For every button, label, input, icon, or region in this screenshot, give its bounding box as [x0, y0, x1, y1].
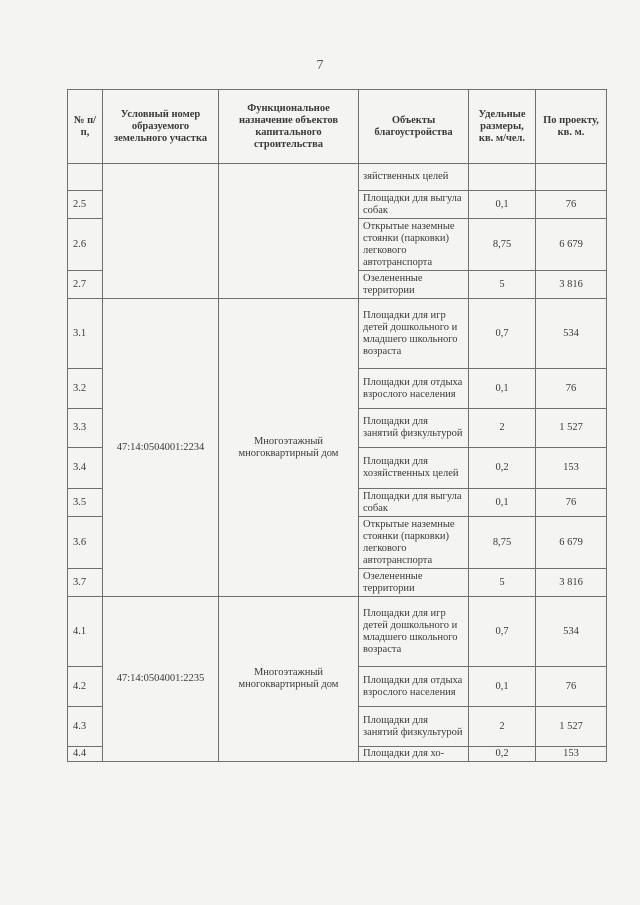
row-project: 1 527 — [536, 707, 607, 747]
row-project: 1 527 — [536, 409, 607, 448]
row-num: 3.6 — [68, 517, 103, 569]
row-specific: 2 — [469, 409, 536, 448]
row-num: 3.1 — [68, 299, 103, 369]
row-project: 76 — [536, 489, 607, 517]
row-specific: 0,2 — [469, 448, 536, 489]
row-num — [68, 164, 103, 191]
row-project: 3 816 — [536, 569, 607, 597]
group3-parcel-number: 47:14:0504001:2234 — [103, 299, 219, 597]
row-num: 4.1 — [68, 597, 103, 667]
row-num: 4.3 — [68, 707, 103, 747]
header-num: № п/п, — [68, 90, 103, 164]
row-num: 4.4 — [68, 747, 103, 762]
group4-purpose: Многоэтажный многоквартирный дом — [219, 597, 359, 762]
row-specific: 0,1 — [469, 489, 536, 517]
header-parcel: Условный номер образуемого земельного участка — [103, 90, 219, 164]
row-specific: 0,1 — [469, 667, 536, 707]
table-header-row — [68, 90, 607, 164]
row-project: 534 — [536, 597, 607, 667]
row-specific: 0,1 — [469, 369, 536, 409]
page-number: 7 — [316, 58, 324, 73]
header-project: По проекту, кв. м. — [536, 90, 607, 164]
group3-purpose: Многоэтажный многоквартирный дом — [219, 299, 359, 597]
improvement-objects-table — [67, 89, 607, 762]
row-num: 2.6 — [68, 219, 103, 271]
row-specific: 2 — [469, 707, 536, 747]
row-object: Площадки для хозяйственных целей — [359, 448, 469, 489]
row-specific: 8,75 — [469, 219, 536, 271]
row-object: Площадки для выгула собак — [359, 191, 469, 219]
row-object: Площадки для выгула собак — [359, 489, 469, 517]
header-purpose: Функциональное назначение объектов капитального строительства — [219, 90, 359, 164]
row-project: 6 679 — [536, 219, 607, 271]
row-project: 534 — [536, 299, 607, 369]
row-project: 6 679 — [536, 517, 607, 569]
row-object: Площадки для отдыха взрослого населения — [359, 667, 469, 707]
row-object: Площадки для игр детей дошкольного и младшего школьного возраста — [359, 597, 469, 667]
group2-purpose-cell — [219, 164, 359, 299]
row-project: 153 — [536, 747, 607, 762]
header-specific: Удельные размеры, кв. м/чел. — [469, 90, 536, 164]
row-object: Площадки для хо- — [359, 747, 469, 762]
row-project: 76 — [536, 667, 607, 707]
row-num: 3.2 — [68, 369, 103, 409]
row-object: Озелененные территории — [359, 271, 469, 299]
row-project: 3 816 — [536, 271, 607, 299]
row-num: 3.3 — [68, 409, 103, 448]
row-specific: 0,7 — [469, 597, 536, 667]
row-specific: 5 — [469, 271, 536, 299]
row-project: 153 — [536, 448, 607, 489]
row-project: 76 — [536, 191, 607, 219]
row-object: Площадки для занятий физкультурой — [359, 409, 469, 448]
group2-parcel-cell — [103, 164, 219, 299]
row-specific — [469, 164, 536, 191]
row-object: Площадки для занятий физкультурой — [359, 707, 469, 747]
row-specific: 8,75 — [469, 517, 536, 569]
row-specific: 0,1 — [469, 191, 536, 219]
table-row — [68, 299, 607, 369]
row-num: 3.4 — [68, 448, 103, 489]
row-object: Озелененные территории — [359, 569, 469, 597]
row-object: Площадки для отдыха взрослого населения — [359, 369, 469, 409]
row-object: Открытые наземные стоянки (парковки) легкового автотранспорта — [359, 517, 469, 569]
header-objects: Объекты благоустройства — [359, 90, 469, 164]
group4-parcel-number: 47:14:0504001:2235 — [103, 597, 219, 762]
row-num: 2.7 — [68, 271, 103, 299]
row-num: 3.5 — [68, 489, 103, 517]
row-project — [536, 164, 607, 191]
row-num: 3.7 — [68, 569, 103, 597]
table-row — [68, 164, 607, 191]
row-specific: 0,7 — [469, 299, 536, 369]
table-row — [68, 597, 607, 667]
row-specific: 0,2 — [469, 747, 536, 762]
row-object: Открытые наземные стоянки (парковки) легкового автотранспорта — [359, 219, 469, 271]
row-object: Площадки для игр детей дошкольного и младшего школьного возраста — [359, 299, 469, 369]
row-specific: 5 — [469, 569, 536, 597]
row-num: 2.5 — [68, 191, 103, 219]
row-project: 76 — [536, 369, 607, 409]
row-object: зяйственных целей — [359, 164, 469, 191]
row-num: 4.2 — [68, 667, 103, 707]
